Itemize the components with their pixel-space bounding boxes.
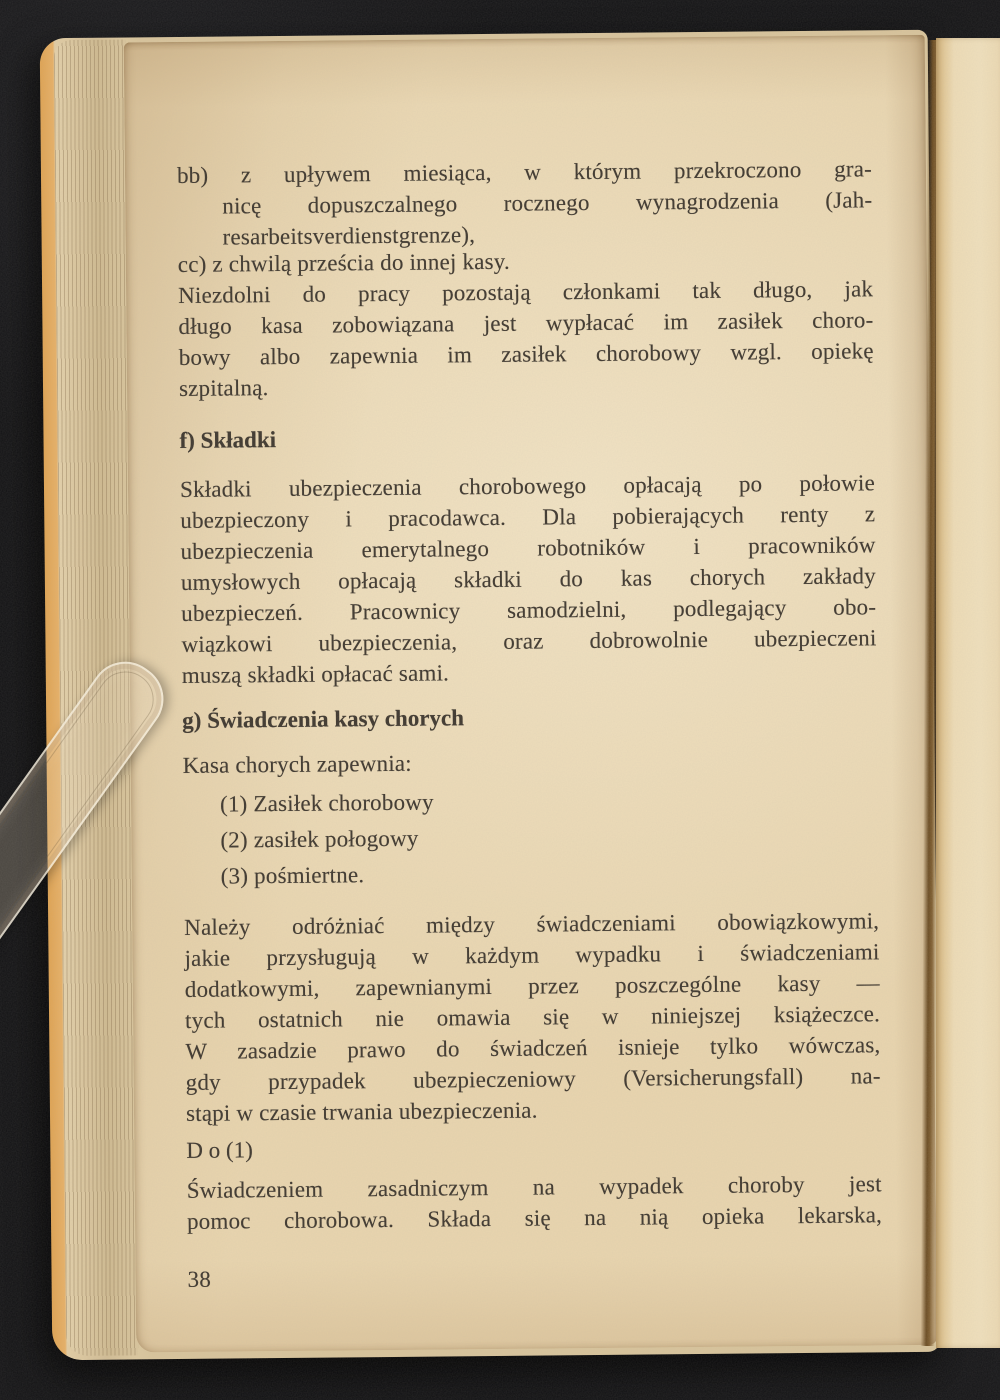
subheading-do-1: D o (1) (186, 1137, 253, 1163)
paragraph-skladki (180, 467, 877, 691)
page-text (124, 35, 938, 1353)
text-line: tych ostatnich nie omawia się w niniejszej książeczce. (184, 1001, 881, 1033)
list-item: (3) pośmiertne. (220, 862, 365, 889)
open-book-left-page (40, 30, 941, 1360)
text-line: długo kasa zobowiązana jest wypłacać im zasiłek choro- (178, 307, 874, 339)
text-line: ubezpieczenia emerytalnego robotników i pracowników (180, 532, 876, 564)
section-heading-f: f) Składki (179, 427, 277, 453)
text-line: szpitalną. (178, 375, 269, 401)
text-line: muszą składki opłacać sami. (181, 660, 450, 688)
text-line: Niezdolni do pracy pozostają członkami tak długo, jak (178, 276, 874, 308)
text-line: Należy odróżniać między świadczeniami obowiązkowymi, (184, 908, 880, 940)
text-line: nicę dopuszczalnego rocznego wynagrodzenia (Jah- (222, 187, 873, 219)
list-item: (2) zasiłek połogowy (220, 825, 419, 853)
list-item-bb (177, 153, 873, 253)
text-line: Składki ubezpieczenia chorobowego opłacają po połowie (179, 470, 876, 502)
book-right-page-edge (936, 38, 1000, 1348)
text-line: Świadczeniem zasadniczym na wypadek choroby jest (186, 1171, 882, 1203)
text-line: wiązkowi ubezpieczenia, oraz dobrowolnie ubezpieczeni (181, 625, 877, 657)
benefits-list (183, 780, 916, 895)
text-line: ubezpieczeń. Pracownicy samodzielni, podlegający obo- (181, 594, 877, 626)
text-line: ubezpieczony i pracodawca. Dla pobierających renty z (180, 501, 876, 533)
text-line: bowy albo zapewnia im zasiłek chorobowy wzgl. opiekę (178, 338, 874, 370)
paragraph-swiadczeniem (187, 1168, 883, 1237)
page-number (187, 1257, 882, 1295)
paragraph-niezdolni (178, 273, 874, 404)
text-line: bb) z upływem miesiąca, w którym przekroczono gra- (176, 156, 873, 188)
text-line: umysłowych opłacają składki do kas chorych zakłady (180, 563, 876, 595)
text-line: jakie przysługują w każdym wypadku i świadczeniami (184, 939, 880, 971)
text-line: resarbeitsverdienstgrenze), (222, 222, 476, 250)
intro-kasa-chorych (183, 743, 878, 781)
text-line: gdy przypadek ubezpieczeniowy (Versicherungsfall) na- (185, 1063, 881, 1095)
text-line: cc) z chwilą prześcia do innej kasy. (177, 248, 510, 277)
list-item: (1) Zasiłek chorobowy (219, 789, 434, 817)
text-line: stąpi w czasie trwania ubezpieczenia. (185, 1097, 538, 1126)
text-line: Kasa chorych zapewnia: (182, 750, 412, 778)
paragraph-nalezy (184, 905, 881, 1129)
book-page-surface (124, 35, 938, 1353)
text-line: dodatkowymi, zapewnianymi przez poszczególne kasy — (184, 970, 880, 1002)
page-number-text: 38 (187, 1266, 212, 1292)
text-line: pomoc chorobowa. Składa się na nią opieka lekarska, (186, 1202, 883, 1234)
text-line: W zasadzie prawo do świadczeń isnieje tylko wówczas, (185, 1032, 881, 1064)
section-heading-g: g) Świadczenia kasy chorych (182, 705, 465, 733)
